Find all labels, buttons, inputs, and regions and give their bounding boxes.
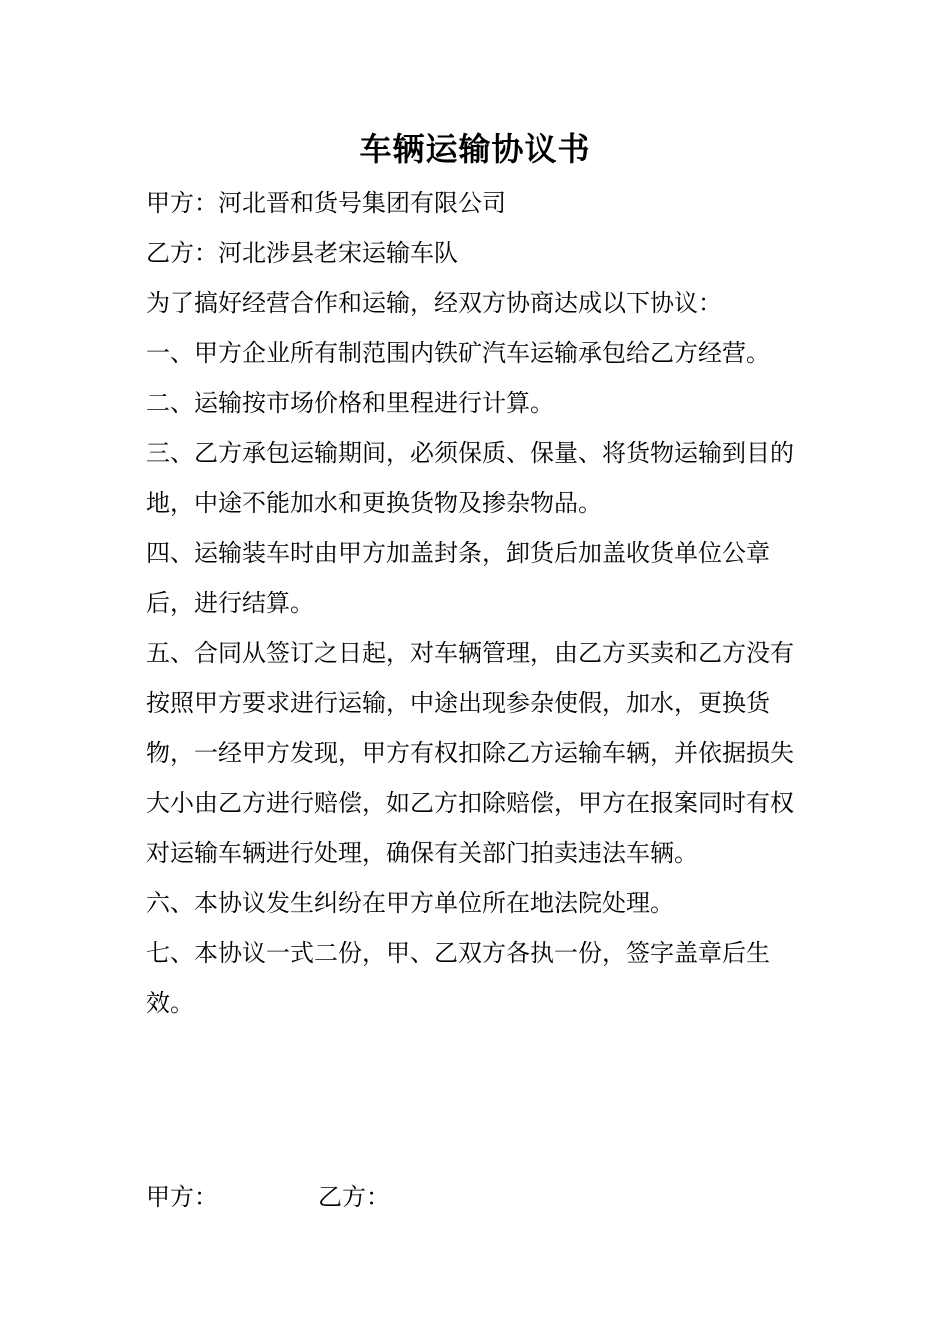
- clause-7: 七、本协议一式二份，甲、乙双方各执一份，签字盖章后生效。: [146, 939, 770, 1017]
- party-a-line: 甲方：河北晋和货号集团有限公司: [146, 189, 506, 217]
- clause-5: 五、合同从签订之日起，对车辆管理，由乙方买卖和乙方没有按照甲方要求进行运输，中途出现参杂使假，加水，更换货物，一经甲方发现，甲方有权扣除乙方运输车辆，并依据损失大小由乙方进行赔偿，如乙方扣除赔偿，甲方在报案同时有权对运输车辆进行处理，确保有关部门拍卖违法车辆。: [146, 639, 794, 867]
- clause-3: 三、乙方承包运输期间，必须保质、保量、将货物运输到目的地，中途不能加水和更换货物及掺杂物品。: [146, 439, 794, 517]
- intro-paragraph: 为了搞好经营合作和运输，经双方协商达成以下协议：: [146, 289, 722, 317]
- party-a-signature-label: 甲方：: [146, 1183, 218, 1211]
- document-title: 车辆运输协议书: [359, 130, 591, 168]
- signature-row: [146, 1172, 808, 1222]
- document-body: [146, 178, 808, 1028]
- clause-6: 六、本协议发生纠纷在甲方单位所在地法院处理。: [146, 889, 674, 917]
- clause-2: 二、运输按市场价格和里程进行计算。: [146, 389, 554, 417]
- clause-4: 四、运输装车时由甲方加盖封条，卸货后加盖收货单位公章后，进行结算。: [146, 539, 770, 617]
- party-b-signature-label: 乙方：: [318, 1183, 390, 1211]
- party-b-line: 乙方：河北涉县老宋运输车队: [146, 239, 458, 267]
- clause-1: 一、甲方企业所有制范围内铁矿汽车运输承包给乙方经营。: [146, 339, 770, 367]
